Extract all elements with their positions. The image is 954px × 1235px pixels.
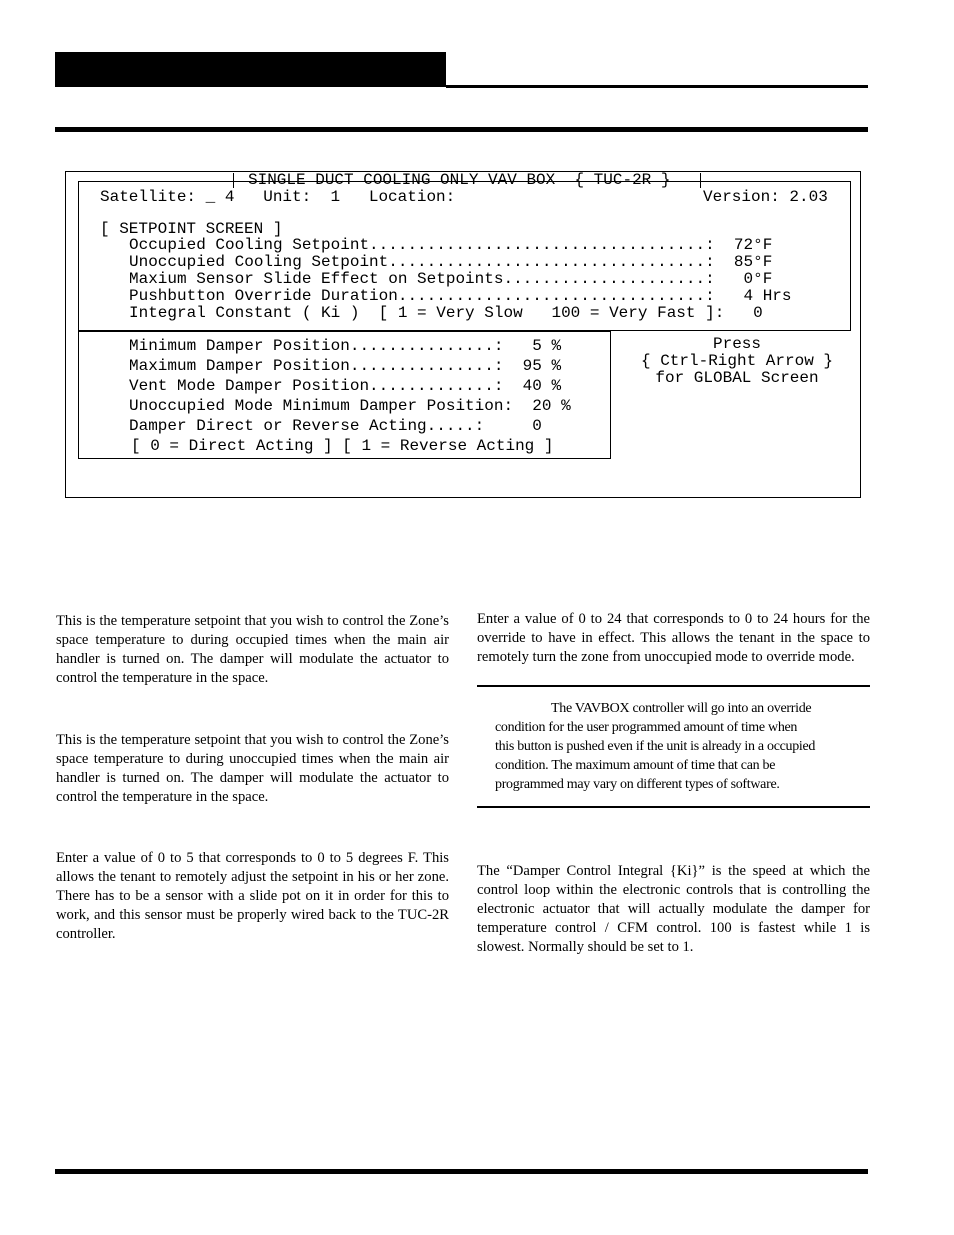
maximum-damper-position: Maximum Damper Position...............: 95 % (129, 357, 562, 375)
unoccupied-min-damper-position: Unoccupied Mode Minimum Damper Position: 20 % (129, 397, 571, 415)
title-tick-left (233, 173, 234, 188)
sensor-slide-effect: Maxium Sensor Slide Effect on Setpoints.....................: 0°F (129, 270, 773, 288)
damper-list (129, 336, 571, 456)
note-line: The VAVBOX controller will go into an override (551, 701, 812, 716)
header-black-bar (55, 52, 446, 87)
slide-effect-description: Enter a value of 0 to 5 that corresponds to 0 to 5 degrees F. This allows the tenant to remotely adjust the setpoint in his or her zone. There has to be a sensor with a slide pot on it in order for this to work, and this sensor must be properly wired back to the TUC-2R controller. (56, 850, 449, 942)
override-note (477, 699, 870, 794)
unoccupied-setpoint-description: This is the temperature setpoint that you wish to control the Zone’s space temperature to during unoccupied times when the main air handler is turned on. The damper will modulate the actuator to control the temperature in the space. (56, 732, 449, 805)
setpoint-list (129, 237, 792, 322)
footer-rule (55, 1169, 868, 1174)
integral-constant: Integral Constant ( Ki ) [ 1 = Very Slow 100 = Very Fast ]: 0 (129, 304, 763, 322)
version-label: Version: 2.03 (703, 188, 828, 206)
note-line: condition for the user programmed amount of time when (495, 720, 798, 735)
note-line: this button is pushed even if the unit is already in a occupied (495, 739, 816, 754)
header-divider (55, 127, 868, 132)
minimum-damper-position: Minimum Damper Position...............: 5 % (129, 337, 562, 355)
vent-mode-damper-position: Vent Mode Damper Position.............: 40 % (129, 377, 562, 395)
press-line: Press (712, 335, 761, 353)
ctrl-right-arrow-line: { Ctrl-Right Arrow } (640, 352, 834, 370)
pushbutton-override-duration: Pushbutton Override Duration................................: 4 Hrs (129, 287, 792, 305)
global-screen-line: for GLOBAL Screen (655, 369, 819, 387)
press-hint (632, 336, 842, 387)
screen-title: SINGLE DUCT COOLING ONLY VAV BOX { TUC-2R } (248, 171, 671, 189)
occupied-setpoint-description: This is the temperature setpoint that you wish to control the Zone’s space temperature to during occupied times when the main air handler is turned on. The damper will modulate the actuator to control the temperature in the space. (56, 613, 449, 686)
unoccupied-cooling-setpoint: Unoccupied Cooling Setpoint.................................: 85°F (129, 253, 773, 271)
occupied-cooling-setpoint: Occupied Cooling Setpoint...................................: 72°F (129, 236, 773, 254)
note-line: programmed may vary on different types of software. (495, 777, 780, 792)
damper-acting-legend: [ 0 = Direct Acting ] [ 1 = Reverse Acting ] (131, 437, 554, 455)
note-line: condition. The maximum amount of time that can be (495, 758, 776, 773)
title-tick-right (700, 173, 701, 188)
override-duration-description: Enter a value of 0 to 24 that corresponds to 0 to 24 hours for the override to have in effect. This allows the tenant in the space to remotely turn the zone from unoccupied mode to override mode. (477, 611, 870, 665)
satellite-line: Satellite: _ 4 Unit: 1 Location: (100, 188, 456, 206)
integral-description: The “Damper Control Integral {Ki}” is the speed at which the control loop within the electronic controls that is controlling the electronic actuator that will actually modulate the damper for temperature control / CFM control. 100 is fastest while 1 is slowest. Normally should be set to 1. (477, 863, 870, 955)
section-header: [ SETPOINT SCREEN ] (100, 220, 283, 238)
note-bottom-rule (477, 806, 870, 808)
header-rule (446, 85, 868, 88)
damper-acting: Damper Direct or Reverse Acting.....: 0 (129, 417, 542, 435)
note-top-rule (477, 685, 870, 687)
